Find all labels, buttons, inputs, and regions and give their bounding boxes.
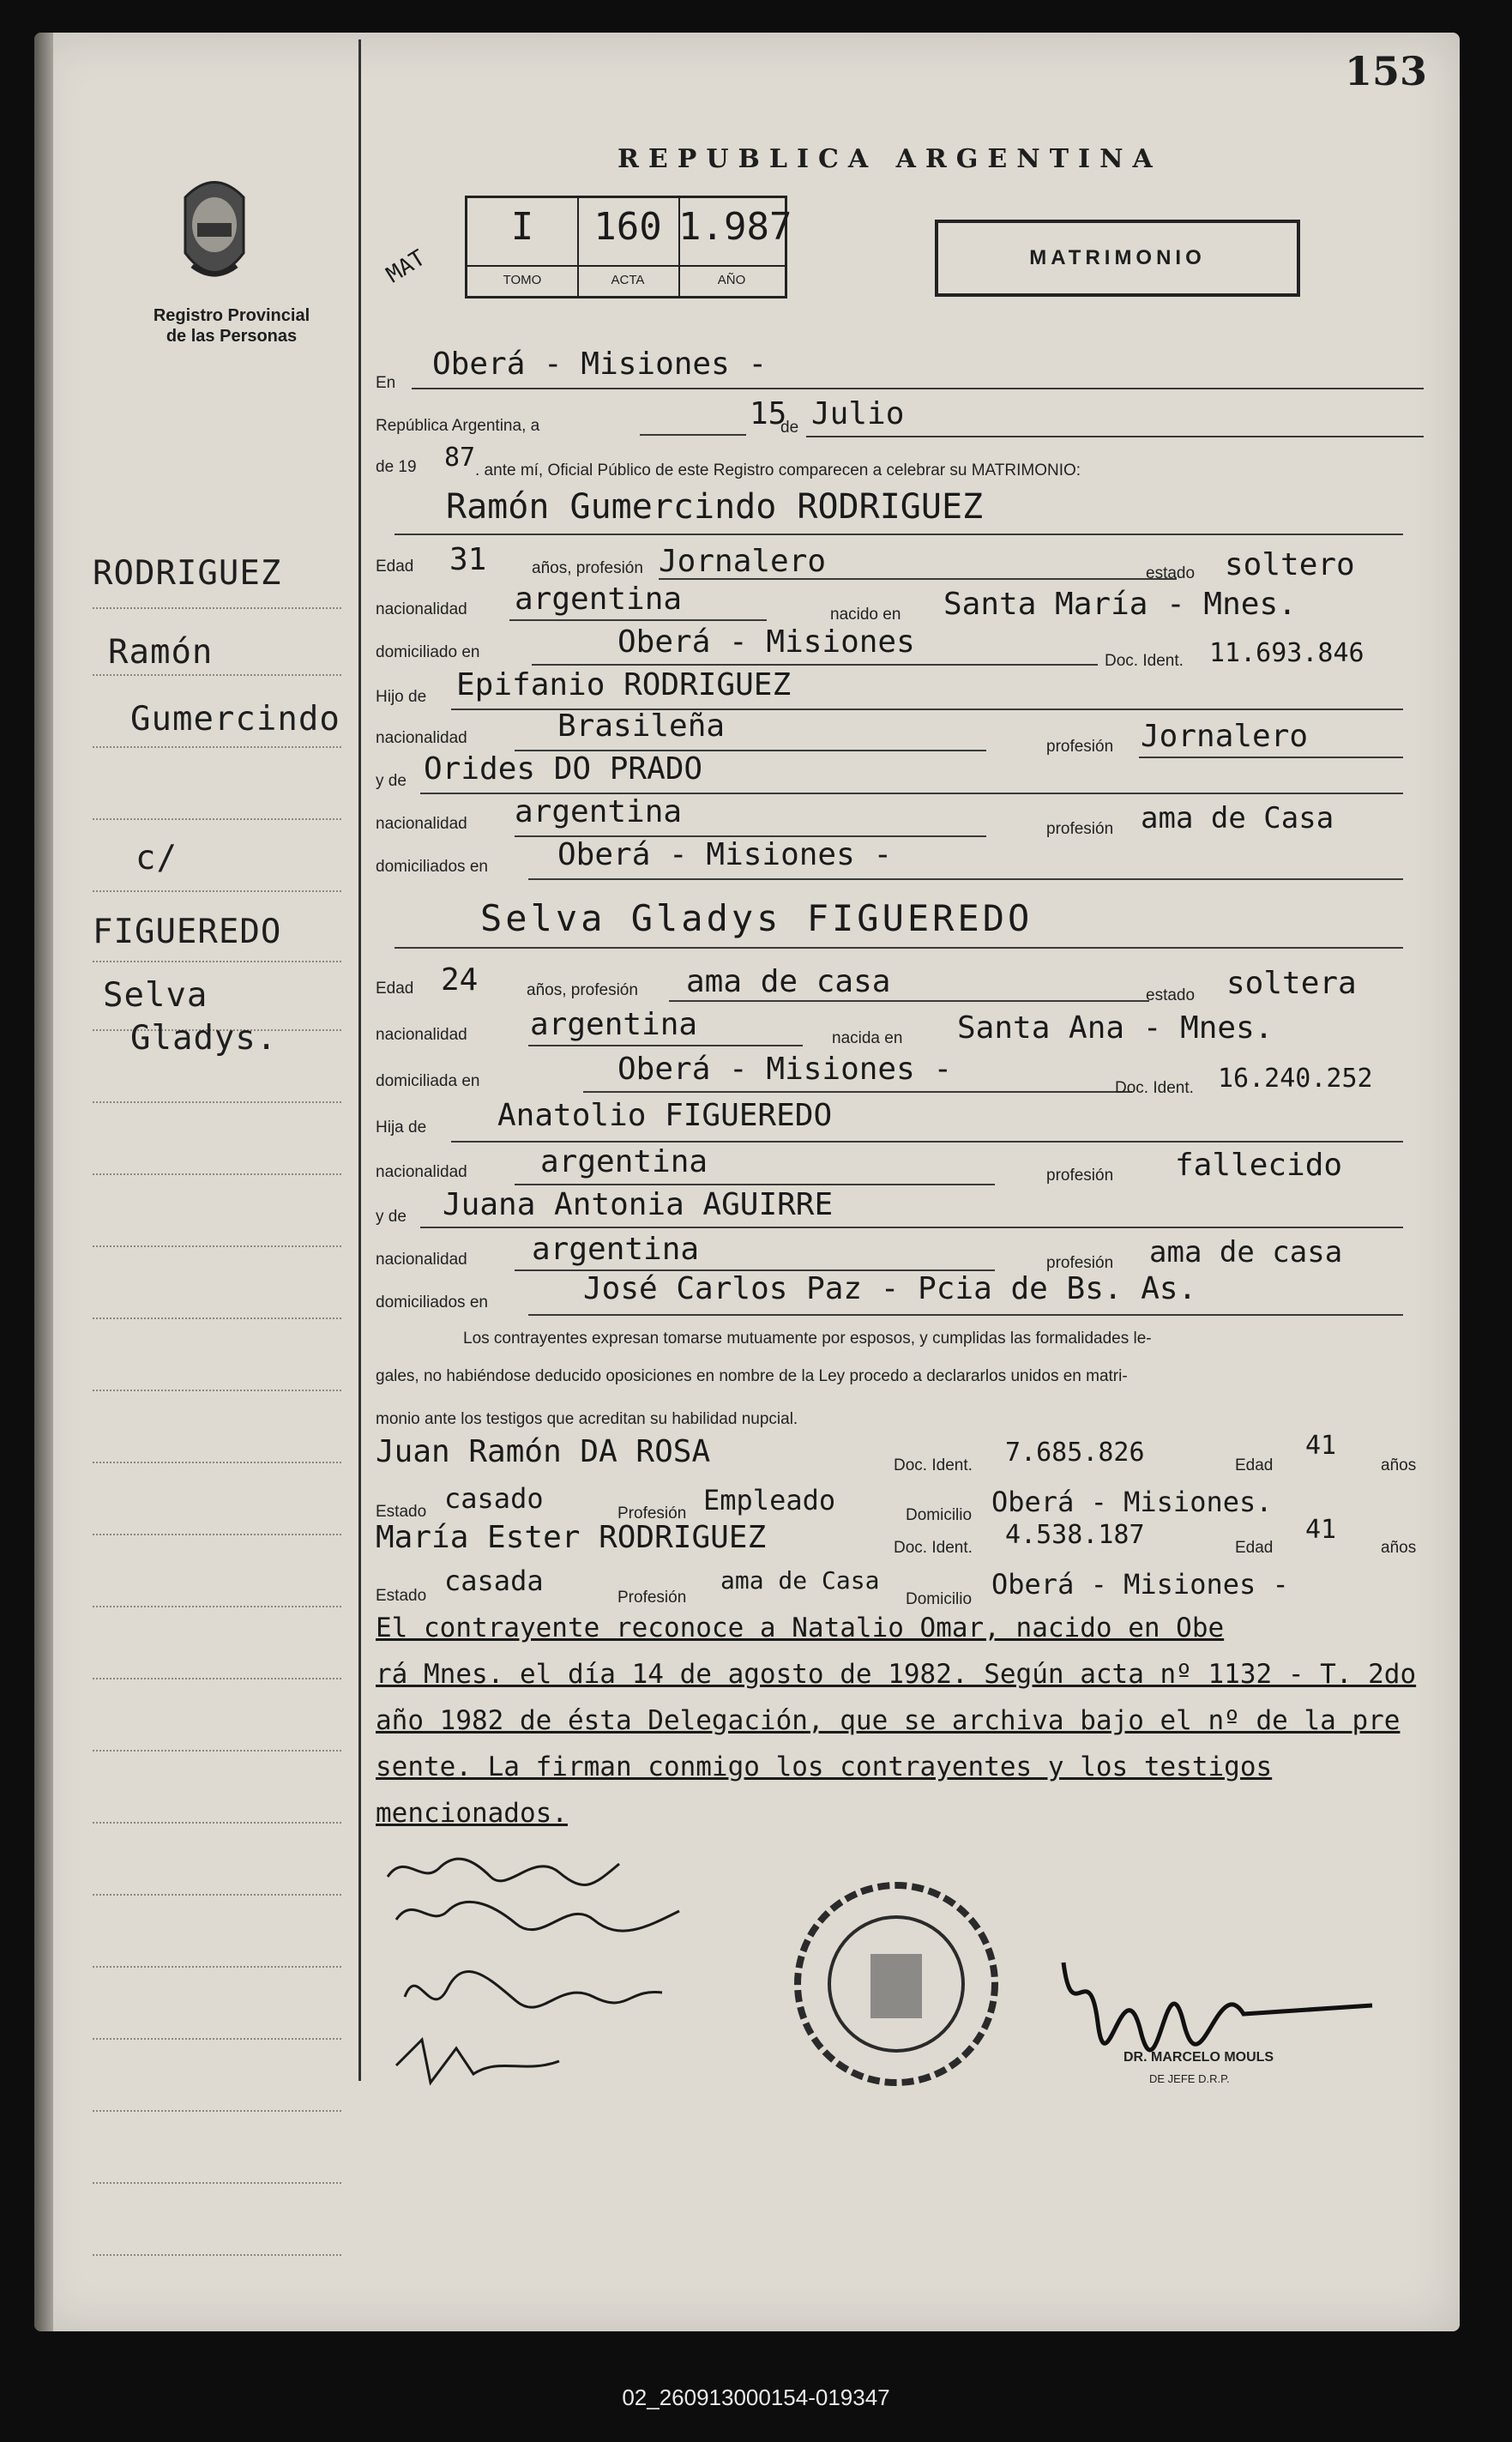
label-nacionalidad: nacionalidad xyxy=(376,1163,467,1181)
label-anos-profesion: años, profesión xyxy=(532,559,643,577)
line xyxy=(669,1000,1149,1002)
act-day: 15 xyxy=(750,396,787,431)
bride-father-nationality: argentina xyxy=(540,1144,708,1179)
witness-2-doc: 4.538.187 xyxy=(1005,1520,1145,1550)
label-w-anos: años xyxy=(1381,1456,1417,1474)
declaration-line-3: monio ante los testigos que acreditan su habilidad nupcial. xyxy=(376,1410,798,1428)
acta-label: ACTA xyxy=(577,265,678,294)
label-w-profesion: Profesión xyxy=(617,1504,687,1522)
label-w-anos: años xyxy=(1381,1539,1417,1557)
bride-father: Anatolio FIGUEREDO xyxy=(497,1098,833,1133)
handwritten-signatures xyxy=(370,1851,731,2108)
bride-full-name: Selva Gladys FIGUEREDO xyxy=(480,897,1033,939)
acta-cell xyxy=(577,198,680,296)
groom-mother: Orides DO PRADO xyxy=(424,751,703,787)
coat-of-arms-icon xyxy=(168,172,261,292)
note-line-1: El contrayente reconoce a Natalio Omar, nacido en Obe xyxy=(376,1613,1225,1643)
line xyxy=(1139,757,1403,758)
bride-mother-nationality: argentina xyxy=(532,1232,700,1267)
document-id: 02_260913000154-019347 xyxy=(622,2385,890,2410)
witness-2-status: casada xyxy=(444,1565,544,1597)
registry-label xyxy=(103,305,360,347)
label-nacionalidad: nacionalidad xyxy=(376,729,467,747)
label-domiciliados-en: domiciliados en xyxy=(376,1293,488,1311)
line xyxy=(528,878,1403,880)
groom-father-profession: Jornalero xyxy=(1141,719,1309,754)
margin-rule xyxy=(93,1678,341,1679)
line xyxy=(528,1314,1403,1316)
groom-age: 31 xyxy=(449,542,487,577)
witness-2-profession: ama de Casa xyxy=(720,1566,880,1595)
acta-value: 160 xyxy=(593,205,662,249)
line xyxy=(640,434,746,436)
margin-rule xyxy=(93,2038,341,2040)
groom-full-name: Ramón Gumercindo RODRIGUEZ xyxy=(446,487,984,527)
bride-mother: Juana Antonia AGUIRRE xyxy=(443,1187,834,1222)
witness-1-profession: Empleado xyxy=(703,1484,836,1516)
margin-rule xyxy=(93,961,341,962)
page-binding xyxy=(34,33,53,2331)
margin-groom-given-1: Ramón xyxy=(108,633,214,672)
label-profesion: profesión xyxy=(1046,1167,1114,1185)
page-number: 153 xyxy=(1344,48,1427,94)
margin-rule xyxy=(93,1101,341,1103)
groom-birthplace: Santa María - Mnes. xyxy=(943,587,1297,622)
note-line-2: rá Mnes. el día 14 de agosto de 1982. Según acta nº 1132 - T. 2do xyxy=(376,1659,1417,1690)
note-line-4: sente. La firman conmigo los contrayentes y los testigos xyxy=(376,1752,1273,1782)
line xyxy=(395,534,1403,535)
groom-domicile: Oberá - Misiones xyxy=(617,624,915,660)
label-y-de: y de xyxy=(376,1208,407,1226)
label-doc-ident: Doc. Ident. xyxy=(894,1456,973,1474)
label-doc-ident: Doc. Ident. xyxy=(1115,1079,1194,1097)
bride-doc: 16.240.252 xyxy=(1218,1064,1373,1094)
margin-rule xyxy=(93,674,341,676)
witness-1-name: Juan Ramón DA ROSA xyxy=(376,1434,711,1469)
bride-birthplace: Santa Ana - Mnes. xyxy=(957,1010,1274,1046)
label-domiciliados-en: domiciliados en xyxy=(376,858,488,876)
label-profesion: profesión xyxy=(1046,738,1114,756)
line xyxy=(528,1045,803,1046)
label-w-estado: Estado xyxy=(376,1503,427,1521)
bride-nationality: argentina xyxy=(530,1007,698,1042)
label-w-edad: Edad xyxy=(1235,1456,1274,1474)
line xyxy=(420,1227,1403,1228)
record-box xyxy=(465,196,792,298)
label-estado: estado xyxy=(1146,564,1196,582)
bride-age: 24 xyxy=(441,962,479,998)
label-y-de: y de xyxy=(376,772,407,790)
margin-groom-given-2: Gumercindo xyxy=(130,700,340,739)
groom-status: soltero xyxy=(1225,547,1355,582)
label-nacionalidad: nacionalidad xyxy=(376,815,467,833)
line xyxy=(395,947,1403,949)
label-profesion: profesión xyxy=(1046,1254,1114,1272)
label-nacido-en: nacido en xyxy=(830,606,901,624)
margin-rule xyxy=(93,2182,341,2184)
margin-rule xyxy=(93,1390,341,1391)
note-line-5: mencionados. xyxy=(376,1798,568,1829)
label-w-edad: Edad xyxy=(1235,1539,1274,1557)
label-w-domicilio: Domicilio xyxy=(906,1506,973,1524)
bride-mother-profession: ama de casa xyxy=(1149,1235,1343,1269)
ledger-page xyxy=(34,33,1460,2331)
margin-rule xyxy=(93,1173,341,1175)
witness-2-name: María Ester RODRIGUEZ xyxy=(376,1520,767,1555)
label-hija-de: Hija de xyxy=(376,1118,427,1137)
bride-domicile: Oberá - Misiones - xyxy=(617,1052,953,1087)
label-estado: estado xyxy=(1146,986,1196,1004)
witness-2-age: 41 xyxy=(1305,1515,1337,1545)
groom-nationality: argentina xyxy=(515,582,683,617)
margin-rule xyxy=(93,890,341,892)
label-edad: Edad xyxy=(376,980,414,998)
margin-bride-given-1: Selva xyxy=(103,976,208,1015)
margin-rule xyxy=(93,607,341,609)
margin-rule xyxy=(93,1462,341,1463)
republic-title: REPUBLICA ARGENTINA xyxy=(617,144,1162,174)
label-domiciliada-en: domiciliada en xyxy=(376,1072,480,1090)
line xyxy=(509,619,767,621)
margin-rule xyxy=(93,1822,341,1824)
margin-rule xyxy=(93,1606,341,1607)
margin-bride-given-2: Gladys. xyxy=(130,1019,278,1058)
groom-father: Epifanio RODRIGUEZ xyxy=(456,667,792,702)
margin-rule xyxy=(93,2254,341,2256)
ano-label: AÑO xyxy=(678,265,785,294)
groom-profession: Jornalero xyxy=(659,544,827,579)
line xyxy=(806,436,1424,437)
label-doc-ident: Doc. Ident. xyxy=(1105,652,1184,670)
label-doc-ident: Doc. Ident. xyxy=(894,1539,973,1557)
margin-rule xyxy=(93,1750,341,1752)
bride-status: soltera xyxy=(1226,966,1357,1001)
margin-bride-surname: FIGUEREDO xyxy=(93,913,282,951)
label-edad: Edad xyxy=(376,558,414,576)
bride-father-profession: fallecido xyxy=(1175,1148,1343,1183)
margin-rule xyxy=(93,1534,341,1535)
label-anos-profesion: años, profesión xyxy=(527,981,638,999)
margin-rule xyxy=(93,1966,341,1968)
line xyxy=(451,1141,1403,1143)
witness-1-status: casado xyxy=(444,1482,544,1515)
margin-rule xyxy=(93,746,341,748)
witness-1-domicile: Oberá - Misiones. xyxy=(991,1486,1273,1518)
groom-doc: 11.693.846 xyxy=(1209,638,1364,668)
label-nacionalidad: nacionalidad xyxy=(376,600,467,618)
label-w-estado: Estado xyxy=(376,1587,427,1605)
line xyxy=(532,664,1098,666)
label-republica: República Argentina, a xyxy=(376,417,540,435)
line xyxy=(659,578,1177,580)
label-en: En xyxy=(376,374,396,392)
label-hijo-de: Hijo de xyxy=(376,688,427,706)
label-w-profesion: Profesión xyxy=(617,1589,687,1607)
margin-connector: c/ xyxy=(136,839,178,877)
tomo-label: TOMO xyxy=(467,265,577,294)
line xyxy=(412,388,1424,389)
label-profesion: profesión xyxy=(1046,820,1114,838)
witness-1-age: 41 xyxy=(1305,1431,1337,1461)
groom-parents-domicile: Oberá - Misiones - xyxy=(557,837,893,872)
margin-rule xyxy=(93,1317,341,1319)
label-nacionalidad: nacionalidad xyxy=(376,1026,467,1044)
registry-line-1: Registro Provincial xyxy=(153,306,310,325)
officer-name: DR. MARCELO MOULS xyxy=(1123,2050,1274,2065)
note-line-3: año 1982 de ésta Delegación, que se archiva bajo el nº de la pre xyxy=(376,1705,1401,1736)
act-place: Oberá - Misiones - xyxy=(432,347,768,382)
ano-value: 1.987 xyxy=(678,205,792,249)
margin-groom-surname: RODRIGUEZ xyxy=(93,554,282,593)
label-de-19: de 19 xyxy=(376,458,417,476)
groom-mother-profession: ama de Casa xyxy=(1141,801,1334,835)
ano-cell xyxy=(678,198,792,296)
label-de-mes: de xyxy=(780,419,799,437)
act-year: 87 xyxy=(444,443,476,473)
tomo-cell xyxy=(467,198,579,296)
act-month: Julio xyxy=(811,396,905,431)
label-nacida-en: nacida en xyxy=(832,1029,903,1047)
label-nacionalidad: nacionalidad xyxy=(376,1251,467,1269)
groom-mother-nationality: argentina xyxy=(515,794,683,829)
bride-profession: ama de casa xyxy=(686,964,891,999)
declaration-line-1: Los contrayentes expresan tomarse mutuamente por esposos, y cumplidas las formalidades le- xyxy=(463,1330,1152,1348)
label-ante: . ante mí, Oficial Público de este Registro comparecen a celebrar su MATRIMONIO: xyxy=(475,461,1081,479)
margin-rule xyxy=(93,2110,341,2112)
margin-note: MAT xyxy=(382,244,431,289)
label-w-domicilio: Domicilio xyxy=(906,1590,973,1608)
bride-parents-domicile: José Carlos Paz - Pcia de Bs. As. xyxy=(583,1271,1197,1306)
witness-1-doc: 7.685.826 xyxy=(1005,1438,1145,1468)
record-type-box: MATRIMONIO xyxy=(935,220,1300,297)
officer-title: DE JEFE D.R.P. xyxy=(1149,2072,1230,2085)
tomo-value: I xyxy=(510,205,534,249)
line xyxy=(583,1091,1132,1093)
registry-line-2: de las Personas xyxy=(166,327,298,346)
margin-rule xyxy=(93,1894,341,1896)
groom-father-nationality: Brasileña xyxy=(557,708,726,744)
registry-stamp-icon xyxy=(789,1877,1003,2091)
label-domiciliado-en: domiciliado en xyxy=(376,643,480,661)
witness-2-domicile: Oberá - Misiones - xyxy=(991,1568,1289,1601)
margin-rule xyxy=(93,1245,341,1247)
declaration-line-2: gales, no habiéndose deducido oposiciones en nombre de la Ley procedo a declararlos unidos en matri- xyxy=(376,1367,1128,1385)
margin-rule xyxy=(93,818,341,820)
line xyxy=(515,1184,995,1185)
